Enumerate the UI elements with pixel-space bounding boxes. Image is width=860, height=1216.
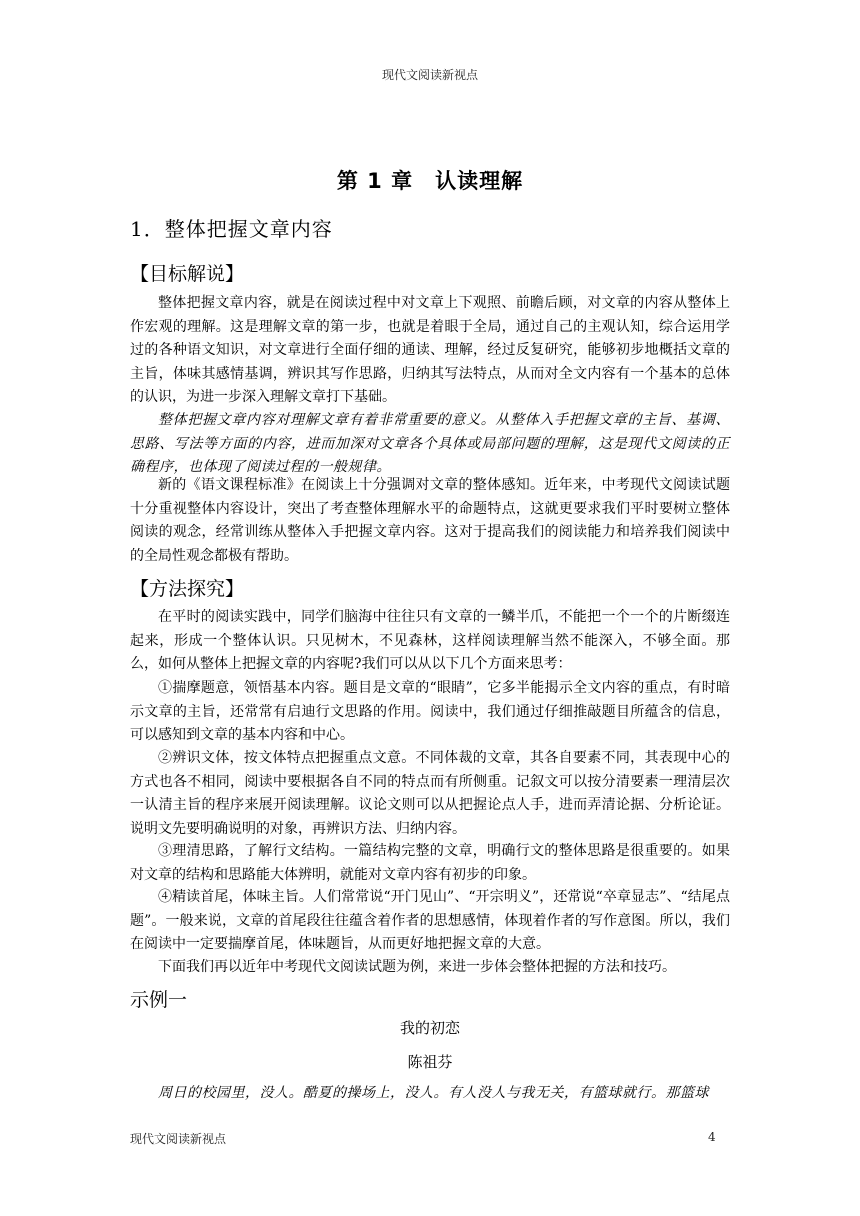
method-paragraph-5: ④精读首尾，体味主旨。人们常常说“开门见山”、“开宗明义”，还常说“卒章显志”、“结尾点题”。一般来说，文章的首尾段往往蕴含着作者的思想感情，体现着作者的写作意图。所以，我们在阅读中一定要揣摩首尾，体味题旨，从而更好地把握文章的大意。: [130, 889, 730, 953]
target-heading: 【目标解说】: [130, 263, 245, 285]
method-paragraph-6: 下面我们再以近年中考现代文阅读试题为例，来进一步体会整体把握的方法和技巧。: [158, 959, 676, 975]
article-author: 陈祖芬: [407, 1053, 453, 1071]
target-paragraph-2: 整体把握文章内容对理解文章有着非常重要的意义。从整体入手把握文章的主旨、基调、思路、写法等方面的内容，进而加深对文章各个具体或局部问题的理解，这是现代文阅读的正确程序，也体现了阅读过程的一般规律。: [130, 412, 730, 476]
section-title: 1．整体把握文章内容: [130, 217, 333, 241]
method-paragraph-2: ①揣摩题意，领悟基本内容。题目是文章的“眼睛”，它多半能揭示全文内容的重点，有时暗示文章的主旨，还常常有启迪行文思路的作用。阅读中，我们通过仔细推敲题目所蕴含的信息，可以感知到文章的基本内容和中心。: [130, 680, 730, 744]
target-paragraph-1: 整体把握文章内容，就是在阅读过程中对文章上下观照、前瞻后顾，对文章的内容从整体上作宏观的理解。这是理解文章的第一步，也就是着眼于全局，通过自己的主观认知，综合运用学过的各种语文知识，对文章进行全面仔细的通读、理解，经过反复研究，能够初步地概括文章的主旨，体味其感情基调，辨识其写作思路，归纳其写法特点，从而对全文内容有一个基本的总体的认识，为进一步深入理解文章打下基础。: [130, 295, 730, 406]
method-paragraph-3: ②辨识文体，按文体特点把握重点文意。不同体裁的文章，其各自要素不同，其表现中心的方式也各不相同，阅读中要根据各自不同的特点而有所侧重。记叙文可以按分清要素一理清层次一认清主旨的程序来展开阅读理解。议论文则可以从把握论点人手，进而弄清论据、分析论证。说明文先要明确说明的对象，再辨识方法、归纳内容。: [130, 750, 730, 837]
method-paragraph-4: ③理清思路，了解行文结构。一篇结构完整的文章，明确行文的整体思路是很重要的。如果对文章的结构和思路能大体辨明，就能对文章内容有初步的印象。: [130, 843, 730, 883]
example-label: 示例一: [130, 989, 188, 1011]
target-paragraph-3: 新的《语文课程标准》在阅读上十分强调对文章的整体感知。近年来，中考现代文阅读试题十分重视整体内容设计，突出了考查整体理解水平的命题特点，这就更要求我们平时要树立整体阅读的观念，经常训练从整体入手把握文章内容。这对于提高我们的阅读能力和培养我们阅读中的全局性观念都极有帮助。: [130, 477, 730, 564]
method-heading: 【方法探究】: [130, 578, 245, 600]
running-footer: 现代文阅读新视点: [130, 1132, 227, 1146]
article-title: 我的初恋: [399, 1019, 460, 1037]
running-header: 现代文阅读新视点: [381, 68, 478, 82]
method-paragraph-1: 在平时的阅读实践中，同学们脑海中往往只有文章的一鳞半爪，不能把一个一个的片断缀连起来，形成一个整体认识。只见树木，不见森林，这样阅读理解当然不能深入，不够全面。那么，如何从整体上把握文章的内容呢?我们可以从以下几个方面来思考：: [130, 609, 730, 673]
page-number: 4: [708, 1130, 716, 1144]
chapter-title: 第 1 章 认读理解: [336, 169, 524, 193]
article-first-line: 周日的校园里，没人。酷夏的操场上，没人。有人没人与我无关，有篮球就行。那篮球: [158, 1085, 709, 1101]
